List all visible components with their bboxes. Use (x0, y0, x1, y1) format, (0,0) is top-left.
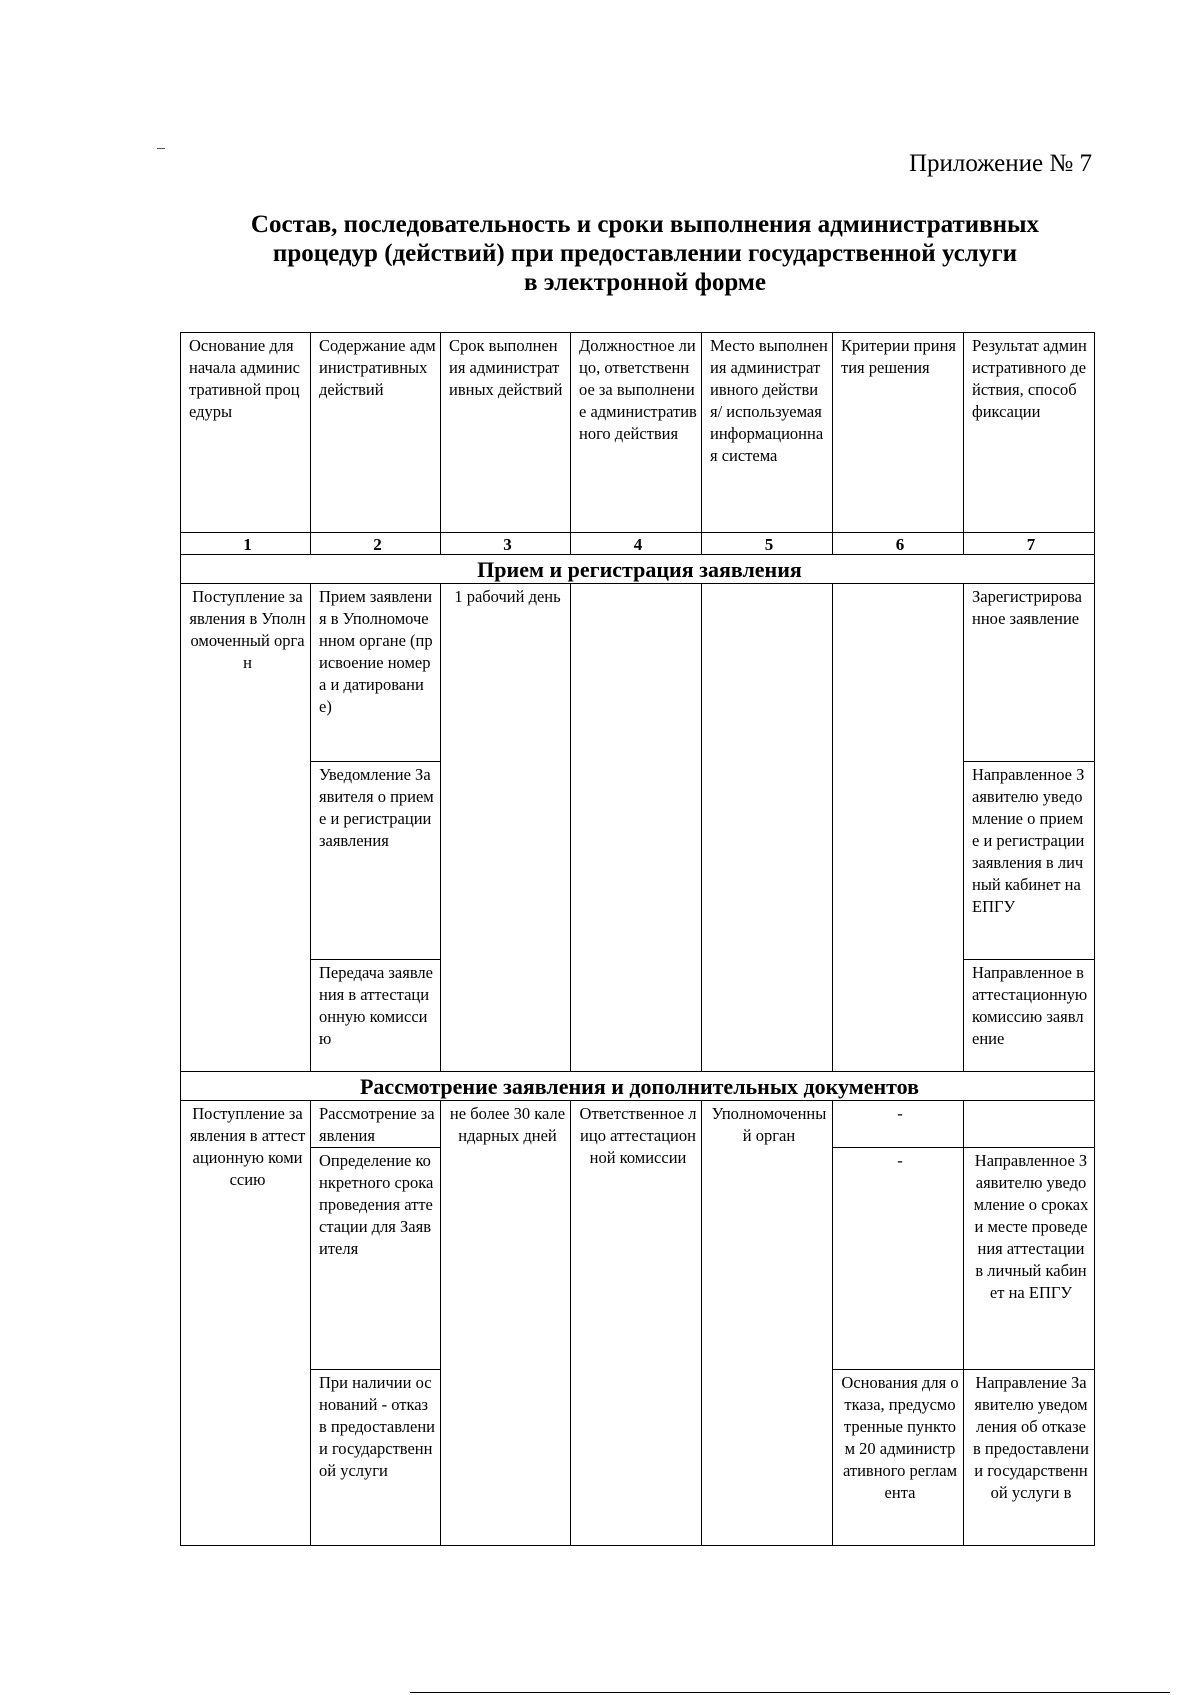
document-title (170, 210, 1120, 297)
result-cell (964, 1101, 1095, 1148)
basis-cell: Поступление заявления в Уполномоченный орган (181, 584, 311, 1072)
result-cell: Направленное Заявителю уведомление о сроках и месте проведения аттестации в личный кабинет на ЕПГУ (964, 1148, 1095, 1370)
title-line-1: Состав, последовательность и сроки выполнения административных (250, 211, 1040, 238)
content-cell: Определение конкретного срока проведения аттестации для Заявителя (311, 1148, 441, 1370)
result-cell: Направление Заявителю уведомления об отказе в предоставлении государственной услуги в (964, 1370, 1095, 1546)
basis-cell: Поступление заявления в аттестационную комиссию (181, 1101, 311, 1546)
column-number: 5 (702, 533, 833, 555)
column-number: 2 (311, 533, 441, 555)
criteria-cell: - (833, 1101, 964, 1148)
result-cell: Направленное в аттестационную комиссию заявление (964, 960, 1095, 1072)
result-cell: Направленное Заявителю уведомление о приеме и регистрации заявления в личный кабинет на ЕПГУ (964, 762, 1095, 960)
place-cell (702, 584, 833, 1072)
column-number: 3 (441, 533, 571, 555)
section-title-review: Рассмотрение заявления и дополнительных документов (181, 1072, 1095, 1101)
appendix-label: Приложение № 7 (908, 150, 1092, 177)
result-cell: Зарегистрированное заявление (964, 584, 1095, 762)
table-row (181, 1101, 1095, 1148)
header-row (181, 333, 1095, 533)
column-number: 7 (964, 533, 1095, 555)
header-cell: Основание для начала административной процедуры (181, 333, 311, 533)
header-cell: Место выполнения административного действия/ используемая информационная система (702, 333, 833, 533)
scan-mark (157, 148, 165, 149)
content-cell: Прием заявления в Уполномоченном органе (присвоение номера и датирование) (311, 584, 441, 762)
header-cell: Должностное лицо, ответственное за выполнение административного действия (571, 333, 702, 533)
section-row (181, 555, 1095, 584)
header-cell: Содержание административных действий (311, 333, 441, 533)
header-cell: Результат административного действия, способ фиксации (964, 333, 1095, 533)
term-cell: не более 30 календарных дней (441, 1101, 571, 1546)
header-cell: Критерии принятия решения (833, 333, 964, 533)
content-cell: Рассмотрение заявления (311, 1101, 441, 1148)
content-cell: Уведомление Заявителя о приеме и регистрации заявления (311, 762, 441, 960)
criteria-cell: Основания для отказа, предусмотренные пунктом 20 административного регламента (833, 1370, 964, 1546)
content-cell: При наличии оснований - отказ в предоставлении государственной услуги (311, 1370, 441, 1546)
header-cell: Срок выполнения административных действий (441, 333, 571, 533)
title-line-3: в электронной форме (523, 269, 767, 296)
column-number: 6 (833, 533, 964, 555)
procedures-table (180, 332, 1095, 1546)
term-cell: 1 рабочий день (441, 584, 571, 1072)
criteria-cell: - (833, 1148, 964, 1370)
official-cell: Ответственное лицо аттестационной комиссии (571, 1101, 702, 1546)
column-number: 4 (571, 533, 702, 555)
column-number-row (181, 533, 1095, 555)
official-cell (571, 584, 702, 1072)
section-row (181, 1072, 1095, 1101)
page-bottom-rule (410, 1692, 1170, 1693)
content-cell: Передача заявления в аттестационную комиссию (311, 960, 441, 1072)
criteria-cell (833, 584, 964, 1072)
place-cell: Уполномоченный орган (702, 1101, 833, 1546)
column-number: 1 (181, 533, 311, 555)
section-title-reception: Прием и регистрация заявления (181, 555, 1095, 584)
title-line-2: процедур (действий) при предоставлении государственной услуги (272, 240, 1018, 267)
table-row (181, 584, 1095, 762)
